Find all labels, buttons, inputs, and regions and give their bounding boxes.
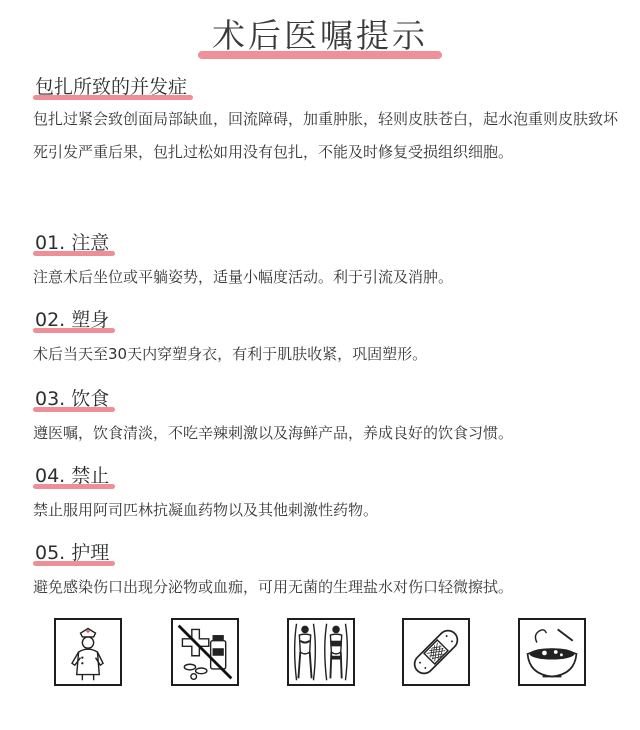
- section-body: 避免感染伤口出现分泌物或血痂，可用无菌的生理盐水对伤口轻微擦拭。: [33, 578, 514, 596]
- section-heading-text: 03. 饮食: [35, 388, 110, 410]
- bandage-icon: [402, 618, 470, 686]
- section-heading-text: 04. 禁止: [35, 465, 110, 487]
- intro-section: [33, 72, 623, 169]
- no-medicine-icon: [171, 618, 239, 686]
- icon-row: [0, 618, 640, 690]
- page-title: [204, 10, 436, 61]
- section-shaping: [33, 305, 623, 371]
- section-attention: [33, 228, 623, 294]
- section-heading: [33, 538, 111, 567]
- section-body: 遵医嘱，饮食清淡，不吃辛辣刺激以及海鲜产品，养成良好的饮食习惯。: [33, 424, 514, 442]
- section-care: [33, 538, 623, 604]
- section-heading: [33, 384, 111, 413]
- section-heading: [33, 228, 111, 257]
- section-heading: [33, 305, 111, 334]
- section-heading-text: 05. 护理: [35, 542, 110, 564]
- section-heading-text: 02. 塑身: [35, 309, 110, 331]
- intro-heading: [33, 72, 189, 101]
- page-title-text: 术后医嘱提示: [212, 16, 428, 55]
- food-bowl-icon: [518, 618, 586, 686]
- section-body: 术后当天至30天内穿塑身衣，有利于肌肤收紧，巩固塑形。: [33, 345, 428, 363]
- section-heading-text: 01. 注意: [35, 232, 110, 254]
- title-area: [0, 10, 640, 61]
- intro-body: 包扎过紧会致创面局部缺血，回流障碍，加重肿胀，轻则皮肤苍白，起水泡重则皮肤致坏死引发严重后果，包扎过松如用没有包扎，不能及时修复受损组织细胞。: [33, 110, 619, 161]
- section-diet: [33, 384, 623, 450]
- section-body: 注意术后坐位或平躺姿势，适量小幅度活动。利于引流及消肿。: [33, 268, 454, 286]
- nurse-icon: [54, 618, 122, 686]
- section-body: 禁止服用阿司匹林抗凝血药物以及其他刺激性药物。: [33, 501, 379, 519]
- section-prohibition: [33, 461, 623, 527]
- section-heading: [33, 461, 111, 490]
- shapewear-icon: [287, 618, 355, 686]
- intro-heading-text: 包扎所致的并发症: [35, 76, 188, 98]
